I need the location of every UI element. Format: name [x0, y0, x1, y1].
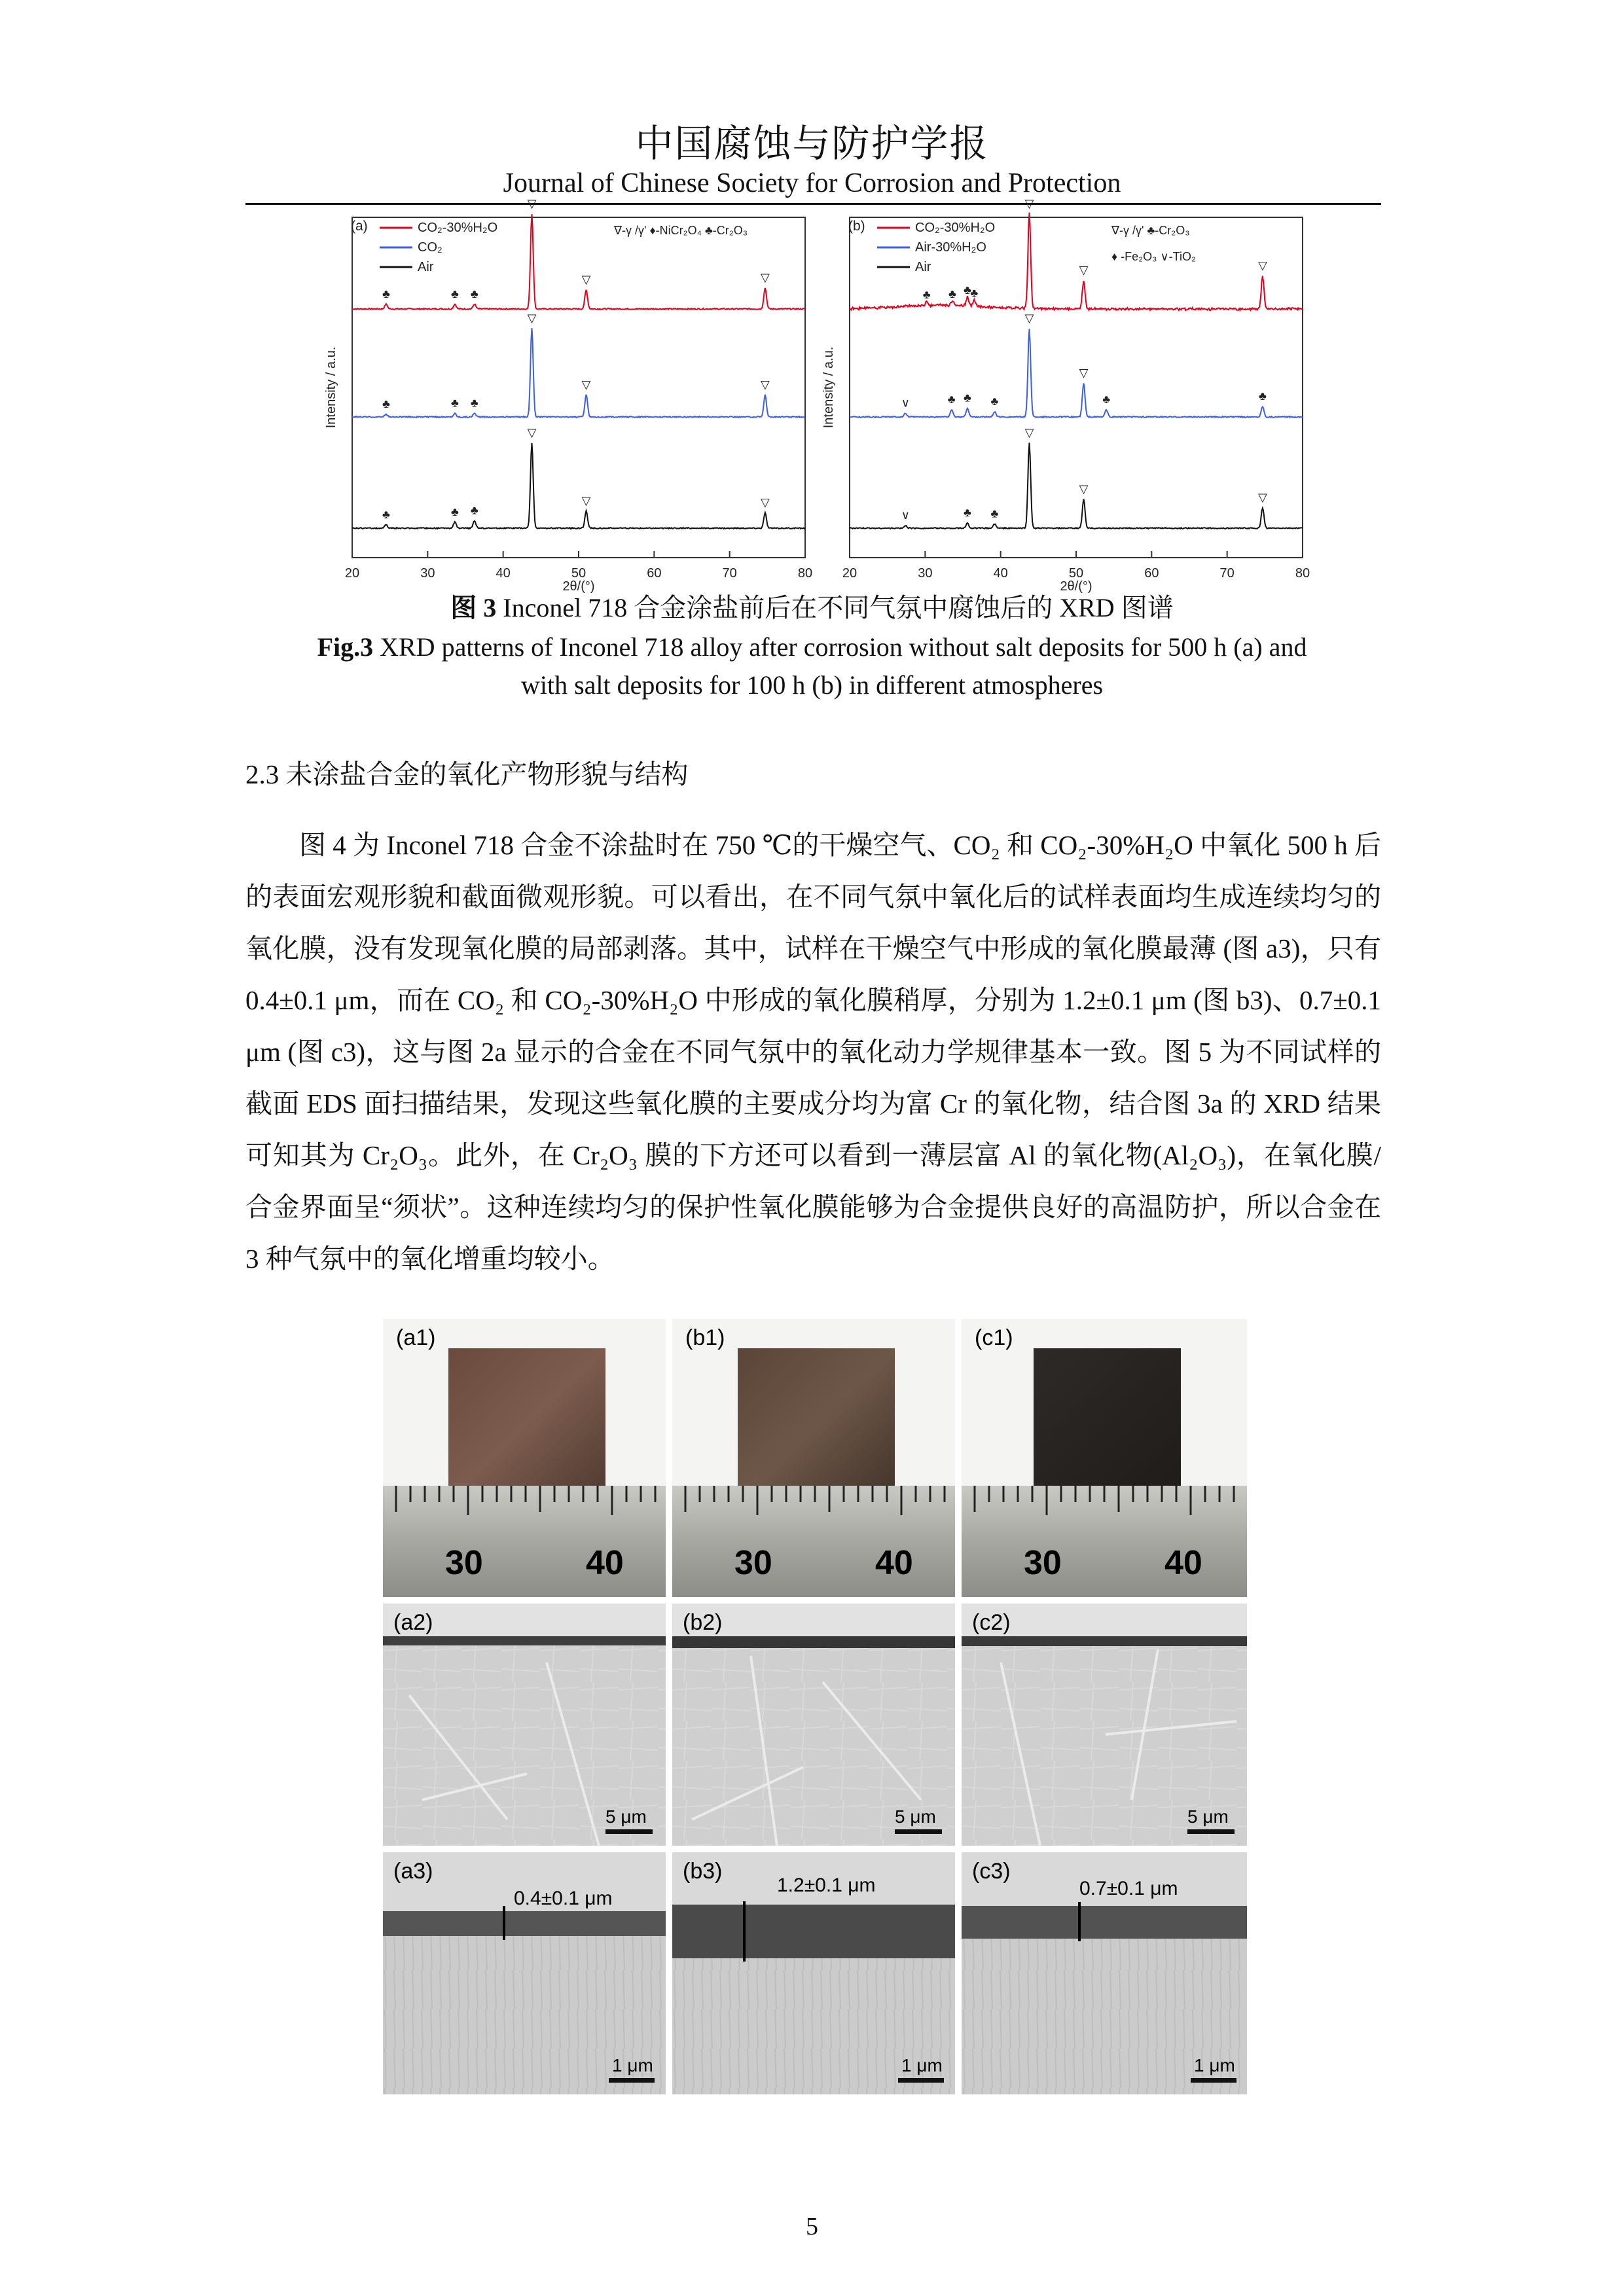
xrd-a-peak-marker: ▽ [760, 378, 770, 391]
ruler-40-b1: 40 [875, 1544, 913, 1582]
label-c3: (c3) [972, 1859, 1011, 1884]
label-b1: (b1) [685, 1325, 725, 1350]
scalebar-text-a3: 1 μm [612, 2055, 653, 2075]
scalebar-b3 [898, 2078, 944, 2083]
thickness-label-b3: 1.2±0.1 μm [777, 1874, 876, 1896]
xrd-b-peak-marker: ♣ [964, 506, 971, 520]
panel-a2 [383, 1604, 666, 1846]
xrd-a-xtick-label: 80 [797, 566, 813, 581]
label-b3: (b3) [683, 1859, 723, 1884]
xrd-b-peak-marker: ♣ [970, 286, 979, 300]
xrd-a-peak-marker: ♣ [470, 396, 478, 410]
ruler-40-c1: 40 [1164, 1544, 1202, 1582]
xrd-a-series-2 [352, 443, 805, 529]
xrd-a-xtick-label: 30 [420, 566, 435, 581]
xrd-b-phase-legend-2: ♦ -Fe₂O₃ ∨-TiO₂ [1111, 250, 1196, 263]
xrd-b-legend-label: CO₂-30%H₂O [915, 221, 996, 235]
xrd-a-panel-label: (a) [351, 219, 368, 234]
scalebar-text-b3: 1 μm [901, 2055, 943, 2075]
panel-c2 [962, 1604, 1247, 1846]
xrd-b-peak-marker: ▽ [1024, 312, 1034, 325]
scalebar-text-a2: 5 μm [605, 1806, 647, 1827]
xrd-a-legend-label: CO₂ [418, 240, 442, 255]
label-a1: (a1) [396, 1325, 436, 1350]
xrd-b-xtick-label: 50 [1068, 566, 1084, 581]
xrd-figure [321, 197, 1316, 594]
scalebar-text-b2: 5 μm [895, 1806, 936, 1827]
xrd-a-peak-marker: ▽ [581, 378, 591, 391]
xrd-a-xtick-label: 60 [647, 566, 662, 581]
xrd-a-xtick-label: 50 [571, 566, 586, 581]
xrd-a-peak-marker: ▽ [760, 495, 770, 509]
xrd-b-peak-marker: ▽ [1024, 426, 1034, 439]
xrd-b-peak-marker: ♣ [922, 288, 931, 302]
xrd-a-peak-marker: ▽ [581, 494, 591, 507]
panel-a1 [383, 1319, 666, 1597]
xrd-a-peak-marker: ▽ [760, 271, 770, 285]
xrd-a-xlabel: 2θ/(°) [562, 579, 595, 594]
scalebar-a2 [605, 1829, 653, 1834]
xrd-b-peak-marker: ∨ [901, 509, 910, 522]
xrd-a-xtick-label: 70 [722, 566, 737, 581]
journal-title-en: Journal of Chinese Society for Corrosion and Protection [503, 168, 1121, 198]
xrd-b-peak-marker: ▽ [1079, 482, 1089, 495]
ruler-30-c1: 30 [1024, 1544, 1062, 1582]
label-c2: (c2) [972, 1610, 1011, 1635]
xrd-b-legend-label: Air [915, 260, 931, 274]
xrd-b-xlabel: 2θ/(°) [1060, 579, 1092, 594]
xrd-b-series-2 [850, 442, 1303, 528]
xrd-a-peak-marker: ♣ [450, 287, 459, 300]
ruler-40-a1: 40 [586, 1544, 624, 1582]
panel-b3 [672, 1852, 955, 2094]
xrd-a-peak-marker: ♣ [382, 507, 390, 521]
xrd-a-legend-label: CO₂-30%H₂O [418, 221, 498, 235]
xrd-b-xtick-label: 70 [1219, 566, 1235, 581]
xrd-a-phase-legend-1: ∇-γ /γ' ♦-NiCr₂O₄ ♣-Cr₂O₃ [614, 224, 748, 237]
panel-b1 [672, 1319, 955, 1597]
xrd-a-ylabel: Intensity / a.u. [324, 346, 338, 429]
xrd-a-peak-marker: ♣ [470, 503, 478, 517]
scalebar-c2 [1187, 1829, 1235, 1834]
body-paragraph [245, 819, 1381, 1285]
xrd-b-peak-marker: ▽ [1257, 490, 1267, 504]
xrd-b-panel-label: (b) [848, 219, 865, 234]
scalebar-c3 [1191, 2078, 1236, 2083]
scalebar-text-c3: 1 μm [1194, 2055, 1235, 2075]
fig3-caption-en-line1: Fig.3 XRD patterns of Inconel 718 alloy after corrosion without salt deposits for 500 h (a) and [317, 632, 1307, 662]
xrd-b-phase-legend-1: ∇-γ /γ' ♣-Cr₂O₃ [1111, 224, 1190, 237]
section-heading: 2.3 未涂盐合金的氧化产物形貌与结构 [245, 759, 689, 789]
xrd-b-peak-marker: ♣ [964, 391, 971, 404]
xrd-b-peak-marker: ▽ [1024, 197, 1034, 210]
label-a2: (a2) [393, 1610, 433, 1635]
xrd-b-legend-label: Air-30%H₂O [915, 240, 986, 255]
figure4-micrographs [383, 1319, 1247, 2094]
page-number: 5 [806, 2213, 818, 2240]
panel-b2 [672, 1604, 955, 1846]
label-b2: (b2) [683, 1610, 723, 1635]
xrd-a-peak-marker: ♣ [450, 505, 459, 518]
thickness-label-a3: 0.4±0.1 μm [514, 1888, 613, 1909]
xrd-b-peak-marker: ▽ [1079, 366, 1089, 380]
xrd-b-xtick-label: 20 [842, 566, 857, 581]
panel-c1 [962, 1319, 1247, 1597]
xrd-a-peak-marker: ▽ [581, 273, 591, 286]
label-a3: (a3) [393, 1859, 433, 1884]
xrd-a-peak-marker: ▽ [527, 426, 537, 439]
xrd-b-peak-marker: ♣ [1258, 389, 1267, 403]
xrd-a-peak-marker: ♣ [382, 397, 390, 410]
xrd-a-xtick-label: 40 [496, 566, 511, 581]
fig3-caption-cn: 图 3 Inconel 718 合金涂盐前后在不同气氛中腐蚀后的 XRD 图谱 [450, 593, 1174, 622]
xrd-b-peak-marker: ♣ [1102, 393, 1111, 406]
label-c1: (c1) [975, 1325, 1013, 1350]
xrd-a-legend-label: Air [418, 260, 434, 274]
scalebar-b2 [895, 1829, 942, 1834]
panel-a3 [383, 1852, 666, 2094]
xrd-b-xtick-label: 40 [993, 566, 1008, 581]
xrd-b-peak-marker: ♣ [990, 507, 999, 520]
panel-c3 [962, 1852, 1247, 2094]
xrd-a-peak-marker: ♣ [450, 396, 459, 410]
xrd-a-peak-marker: ▽ [527, 312, 537, 325]
xrd-b-peak-marker: ▽ [1079, 263, 1089, 277]
xrd-b-peak-marker: ∨ [901, 396, 910, 410]
scalebar-text-c2: 5 μm [1187, 1806, 1229, 1827]
xrd-b-peak-marker: ♣ [964, 283, 971, 296]
fig3-caption-en-line2: with salt deposits for 100 h (b) in different atmospheres [520, 670, 1104, 700]
xrd-a-series-1 [352, 328, 805, 418]
xrd-b-peak-marker: ♣ [948, 287, 956, 300]
xrd-b-series-1 [850, 329, 1303, 417]
scalebar-a3 [609, 2078, 655, 2083]
xrd-b-peak-marker: ♣ [990, 394, 999, 408]
journal-title-cn: 中国腐蚀与防护学报 [635, 122, 989, 165]
xrd-b-peak-marker: ♣ [947, 393, 956, 406]
xrd-a-xtick-label: 20 [344, 566, 360, 581]
xrd-b-xtick-label: 60 [1144, 566, 1159, 581]
xrd-b-ylabel: Intensity / a.u. [821, 346, 836, 429]
xrd-b-xtick-label: 30 [918, 566, 933, 581]
paragraph-1: 图 4 为 Inconel 718 合金不涂盐时在 750 ℃的干燥空气、CO₂ 和 CO₂-30%H₂O 中氧化 500 h 后的表面宏观形貌和截面微观形貌。可以看出，在不同气氛中氧化后的试样表面均生成连续均匀的氧化膜，没有发现氧化膜的局部剥落。其中，试样在干燥空气中形成的氧化膜最薄 (图 a3)，只有 0.4±0.1 μm，而在 CO₂ 和 CO₂-30%H₂O 中形成的氧化膜稍厚，分别为 1.2±0.1 μm (图 b3)、0.7±0.1 μm (图 c3)，这与图 2a 显示的合金在不同气氛中的氧化动力学规律基本一致。图 5 为不同试样的截面 EDS 面扫描结果，发现这些氧化膜的主要成分均为富 Cr 的氧化物，结合图 3a 的 XRD 结果可知其为 Cr₂O₃。此外，在 Cr₂O₃ 膜的下方还可以看到一薄层富 Al 的氧化物(Al₂O₃)，在氧化膜/合金界面呈“须状”。这种连续均匀的保护性氧化膜能够为合金提供良好的高温防护，所以合金在 3 种气氛中的氧化增重均较小。 [245, 830, 1382, 1274]
header-rule [245, 203, 1381, 205]
xrd-a-peak-marker: ♣ [470, 287, 478, 300]
xrd-b-peak-marker: ▽ [1257, 259, 1267, 272]
xrd-b-xtick-label: 80 [1295, 566, 1310, 581]
xrd-a-peak-marker: ▽ [527, 197, 537, 210]
ruler-30-b1: 30 [734, 1544, 772, 1582]
ruler-30-a1: 30 [445, 1544, 483, 1582]
xrd-a-peak-marker: ♣ [382, 287, 390, 300]
thickness-label-c3: 0.7±0.1 μm [1079, 1878, 1178, 1899]
